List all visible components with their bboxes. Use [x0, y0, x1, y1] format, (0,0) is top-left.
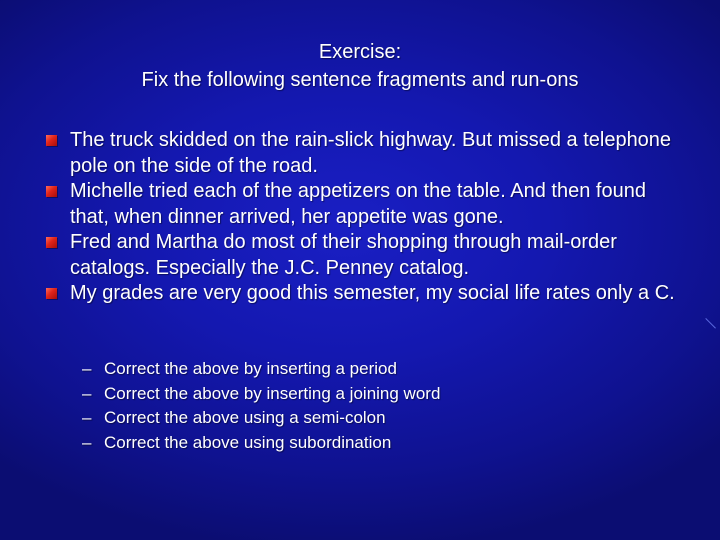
decorative-line [691, 318, 716, 343]
slide-title [0, 38, 720, 94]
bullet-list [46, 128, 686, 307]
title-line-2: Fix the following sentence fragments and run-ons [141, 69, 579, 91]
sub-item-text: Correct the above using a semi-colon [104, 408, 386, 427]
bullet-item [46, 128, 686, 179]
bullet-text: Fred and Martha do most of their shopping through mail-order catalogs. Especially the J.C. Penney catalog. [70, 231, 617, 279]
dash-bullet-icon: – [82, 432, 92, 452]
sub-item [82, 431, 440, 456]
bullet-text: The truck skidded on the rain-slick highway. But missed a telephone pole on the side of the road. [70, 129, 672, 177]
sub-item-text: Correct the above by inserting a period [104, 359, 397, 378]
sub-item [82, 382, 440, 407]
title-line-1: Exercise: [318, 41, 402, 63]
sub-item [82, 357, 440, 382]
sub-item-text: Correct the above by inserting a joining word [104, 383, 441, 403]
sub-item-list [82, 357, 440, 455]
bullet-item [46, 281, 686, 307]
bullet-item [46, 179, 686, 230]
dash-bullet-icon: – [82, 359, 92, 378]
square-bullet-icon [46, 186, 57, 197]
bullet-item [46, 230, 686, 281]
sub-item-text: Correct the above using subordination [104, 432, 392, 452]
sub-item [82, 406, 440, 431]
dash-bullet-icon: – [82, 383, 92, 403]
square-bullet-icon [46, 288, 57, 299]
square-bullet-icon [46, 135, 57, 146]
bullet-text: My grades are very good this semester, my social life rates only a C. [70, 282, 675, 304]
bullet-text: Michelle tried each of the appetizers on the table. And then found that, when dinner arrived, her appetite was gone. [70, 180, 646, 228]
square-bullet-icon [46, 237, 57, 248]
dash-bullet-icon: – [82, 408, 92, 427]
